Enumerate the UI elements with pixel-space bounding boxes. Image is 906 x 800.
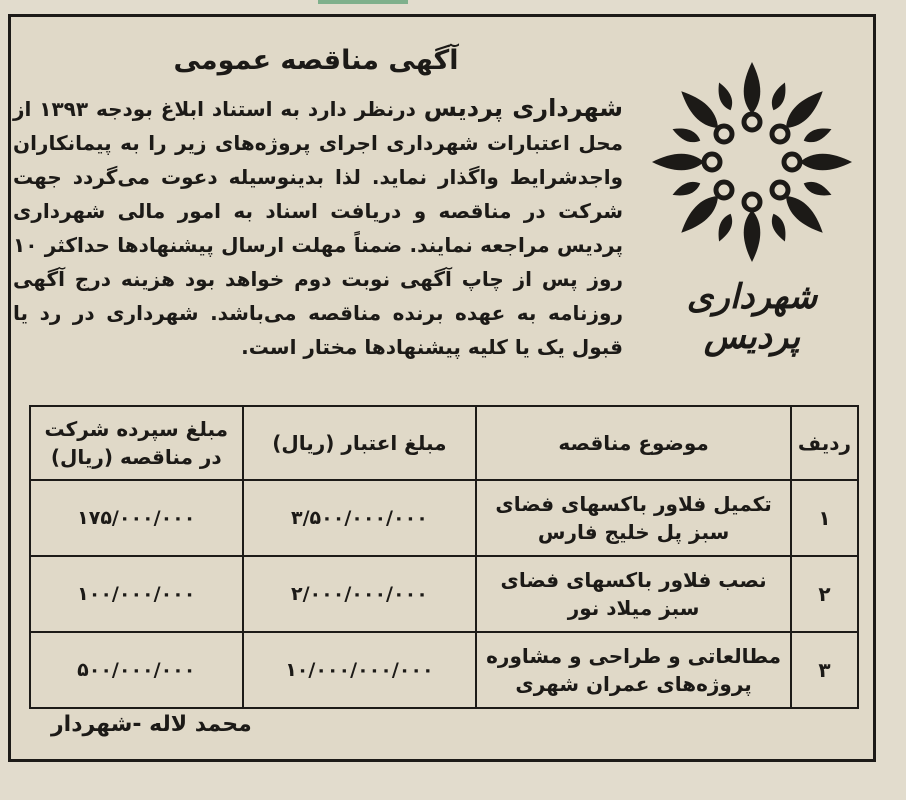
- tender-subject: نصب فلاور باکسهای فضای سبز میلاد نور: [476, 556, 791, 632]
- row-number: ۳: [791, 632, 858, 708]
- deposit-amount: ۱۷۵/۰۰۰/۰۰۰: [30, 480, 243, 556]
- deposit-amount: ۵۰۰/۰۰۰/۰۰۰: [30, 632, 243, 708]
- credit-amount: ۳/۵۰۰/۰۰۰/۰۰۰: [243, 480, 477, 556]
- deposit-amount: ۱۰۰/۰۰۰/۰۰۰: [30, 556, 243, 632]
- header-subject: موضوع مناقصه: [476, 406, 791, 480]
- table-row: [30, 632, 858, 708]
- table-row: [30, 556, 858, 632]
- notice-body-text: درنظر دارد به استناد ابلاغ بودجه ۱۳۹۳ از محل اعتبارات شهرداری اجرای پروژه‌های زیر را به پیمانکاران واجدشرایط واگذار نماید. لذا بدینوسیله دعوت می‌گردد جهت شرکت در مناقصه و دریافت اسناد به امور مالی شهرداری پردیس مراجعه نمایند. ضمناً مهلت ارسال پیشنهادها حداکثر ۱۰ روز پس از چاپ آگهی نوبت دوم خواهد بود هزینه درج آگهی روزنامه به عهده برنده مناقصه می‌باشد. شهرداری در رد یا قبول یک یا کلیه پیشنهادها مختار است.: [13, 97, 623, 359]
- header-credit: مبلغ اعتبار (ریال): [243, 406, 477, 480]
- emblem-ring: [704, 114, 800, 210]
- header-deposit: مبلغ سپرده شرکت در مناقصه (ریال): [30, 406, 243, 480]
- tender-subject: تکمیل فلاور باکسهای فضای سبز پل خلیج فارس: [476, 480, 791, 556]
- row-number: ۲: [791, 556, 858, 632]
- credit-amount: ۱۰/۰۰۰/۰۰۰/۰۰۰: [243, 632, 477, 708]
- organization-name: شهرداری پردیس: [423, 94, 624, 122]
- tender-table: [29, 405, 859, 709]
- table-header-row: [30, 406, 858, 480]
- notice-title: آگهی مناقصه عمومی: [173, 45, 459, 76]
- flower-emblem-icon: [647, 57, 857, 277]
- tender-subject: مطالعاتی و طراحی و مشاوره پروژه‌های عمران شهری: [476, 632, 791, 708]
- logo-wordmark: شهرداری پردیس: [686, 277, 818, 357]
- signature: محمد لاله -شهردار: [51, 712, 252, 737]
- emblem-petals: [652, 62, 852, 262]
- municipality-logo: [647, 57, 857, 357]
- tender-notice: [8, 14, 876, 762]
- top-edge-mark: [318, 0, 408, 4]
- header-row-number: ردیف: [791, 406, 858, 480]
- notice-body: [13, 91, 623, 364]
- credit-amount: ۲/۰۰۰/۰۰۰/۰۰۰: [243, 556, 477, 632]
- table-row: [30, 480, 858, 556]
- row-number: ۱: [791, 480, 858, 556]
